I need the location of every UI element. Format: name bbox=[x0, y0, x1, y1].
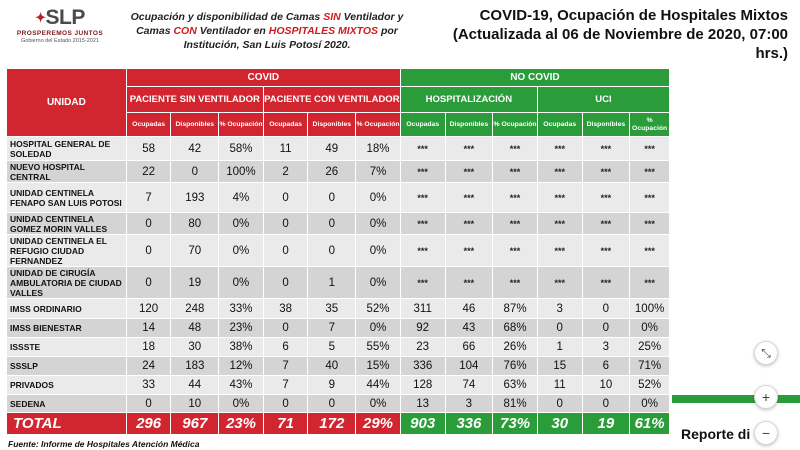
table-cell: *** bbox=[493, 235, 538, 267]
table-cell: 0% bbox=[630, 395, 670, 413]
table-cell: 40 bbox=[308, 357, 356, 376]
table-cell: 23% bbox=[219, 319, 264, 338]
unit-name: UNIDAD DE CIRUGÍA AMBULATORIA DE CIUDAD VALLES bbox=[7, 267, 127, 299]
unit-name: NUEVO HOSPITAL CENTRAL bbox=[7, 161, 127, 183]
col-ocupadas: Ocupadas bbox=[537, 113, 582, 137]
table-cell: *** bbox=[582, 213, 630, 235]
table-cell: 52% bbox=[630, 376, 670, 395]
table-cell: 0 bbox=[126, 213, 171, 235]
unit-name: PRIVADOS bbox=[7, 376, 127, 395]
table-cell: 7 bbox=[308, 319, 356, 338]
table-cell: 87% bbox=[493, 299, 538, 319]
unit-name: SSSLP bbox=[7, 357, 127, 376]
table-cell: 11 bbox=[537, 376, 582, 395]
table-row bbox=[7, 137, 670, 161]
table-cell: *** bbox=[537, 137, 582, 161]
table-cell: 0 bbox=[308, 395, 356, 413]
table-cell: 0 bbox=[126, 395, 171, 413]
col-pct: % Ocupación bbox=[630, 113, 670, 137]
col-pct: % Ocupación bbox=[219, 113, 264, 137]
header-covid: COVID bbox=[126, 69, 400, 87]
title-line1: COVID-19, Ocupación de Hospitales Mixtos bbox=[479, 7, 788, 24]
table-cell: 104 bbox=[445, 357, 493, 376]
subtitle-part: por Institución, San Luis Potosí 2020. bbox=[183, 25, 398, 51]
unit-name: IMSS BIENESTAR bbox=[7, 319, 127, 338]
table-cell: 193 bbox=[171, 183, 219, 213]
unit-name: UNIDAD CENTINELA EL REFUGIO CIUDAD FERNANDEZ bbox=[7, 235, 127, 267]
table-cell: 100% bbox=[219, 161, 264, 183]
table-cell: 13 bbox=[400, 395, 445, 413]
table-cell: 7% bbox=[356, 161, 401, 183]
table-cell: 120 bbox=[126, 299, 171, 319]
table-cell: *** bbox=[582, 267, 630, 299]
table-cell: 0 bbox=[537, 319, 582, 338]
table-cell: 24 bbox=[126, 357, 171, 376]
table-cell: 26% bbox=[493, 338, 538, 357]
table-cell: *** bbox=[630, 235, 670, 267]
table-cell: 15 bbox=[537, 357, 582, 376]
occupancy-table bbox=[6, 68, 670, 435]
subtitle-con: CON bbox=[173, 25, 197, 37]
table-cell: 0% bbox=[356, 213, 401, 235]
table-cell: 76% bbox=[493, 357, 538, 376]
table-cell: 3 bbox=[582, 338, 630, 357]
total-row bbox=[7, 413, 670, 435]
table-cell: *** bbox=[537, 235, 582, 267]
table-row bbox=[7, 213, 670, 235]
table-cell: 7 bbox=[263, 357, 308, 376]
header-unidad: UNIDAD bbox=[7, 69, 127, 137]
table-cell: *** bbox=[400, 183, 445, 213]
total-cell: 296 bbox=[126, 413, 171, 435]
table-cell: 9 bbox=[308, 376, 356, 395]
table-cell: 80 bbox=[171, 213, 219, 235]
header-no-covid: NO COVID bbox=[400, 69, 669, 87]
col-ocupadas: Ocupadas bbox=[400, 113, 445, 137]
table-cell: 0 bbox=[582, 319, 630, 338]
table-cell: 0 bbox=[308, 183, 356, 213]
total-cell: 967 bbox=[171, 413, 219, 435]
table-cell: 7 bbox=[263, 376, 308, 395]
table-cell: *** bbox=[630, 183, 670, 213]
table-row bbox=[7, 161, 670, 183]
table-cell: 0% bbox=[630, 319, 670, 338]
table-cell: 336 bbox=[400, 357, 445, 376]
col-disponibles: Disponibles bbox=[171, 113, 219, 137]
table-cell: 52% bbox=[356, 299, 401, 319]
table-cell: 23 bbox=[400, 338, 445, 357]
table-cell: *** bbox=[445, 183, 493, 213]
header-hospitalizacion: HOSPITALIZACIÓN bbox=[400, 87, 537, 113]
table-cell: 74 bbox=[445, 376, 493, 395]
total-cell: 172 bbox=[308, 413, 356, 435]
table-cell: *** bbox=[630, 161, 670, 183]
total-cell: 29% bbox=[356, 413, 401, 435]
logo-mark bbox=[10, 6, 110, 30]
total-cell: 30 bbox=[537, 413, 582, 435]
table-cell: 18 bbox=[126, 338, 171, 357]
table-cell: 1 bbox=[537, 338, 582, 357]
title-line2: (Actualizada al 06 de Noviembre de 2020, 07:00 hrs.) bbox=[452, 26, 788, 62]
table-cell: 0% bbox=[219, 213, 264, 235]
table-cell: 66 bbox=[445, 338, 493, 357]
table-cell: 35 bbox=[308, 299, 356, 319]
table-cell: 0 bbox=[263, 213, 308, 235]
table-cell: *** bbox=[400, 213, 445, 235]
table-cell: 92 bbox=[400, 319, 445, 338]
table-cell: *** bbox=[582, 235, 630, 267]
table-cell: 3 bbox=[445, 395, 493, 413]
table-cell: *** bbox=[537, 161, 582, 183]
header-uci: UCI bbox=[537, 87, 669, 113]
table-cell: 22 bbox=[126, 161, 171, 183]
table-cell: 30 bbox=[171, 338, 219, 357]
subtitle-part: Ocupación y disponibilidad de Camas bbox=[130, 11, 324, 23]
table-cell: 0% bbox=[356, 395, 401, 413]
total-cell: 903 bbox=[400, 413, 445, 435]
table-cell: 6 bbox=[263, 338, 308, 357]
table-cell: 0 bbox=[171, 161, 219, 183]
table-cell: 18% bbox=[356, 137, 401, 161]
table-cell: 11 bbox=[263, 137, 308, 161]
logo-mark-text: SLP bbox=[45, 6, 85, 29]
table-cell: 48 bbox=[171, 319, 219, 338]
table-cell: 0% bbox=[356, 183, 401, 213]
unit-name: UNIDAD CENTINELA GOMEZ MORIN VALLES bbox=[7, 213, 127, 235]
table-cell: 0 bbox=[263, 319, 308, 338]
table-cell: 44 bbox=[171, 376, 219, 395]
total-label: TOTAL bbox=[7, 413, 127, 435]
table-cell: 128 bbox=[400, 376, 445, 395]
table-row bbox=[7, 357, 670, 376]
table-cell: *** bbox=[630, 137, 670, 161]
table-cell: *** bbox=[537, 267, 582, 299]
table-cell: *** bbox=[445, 267, 493, 299]
table-cell: *** bbox=[400, 137, 445, 161]
table-row bbox=[7, 319, 670, 338]
table-cell: 10 bbox=[171, 395, 219, 413]
subtitle-sin: SIN bbox=[323, 11, 341, 23]
table-body bbox=[7, 137, 670, 413]
table-cell: 311 bbox=[400, 299, 445, 319]
star-icon: ✦ bbox=[35, 10, 46, 25]
unit-name: HOSPITAL GENERAL DE SOLEDAD bbox=[7, 137, 127, 161]
table-cell: 0 bbox=[126, 267, 171, 299]
unit-name: IMSS ORDINARIO bbox=[7, 299, 127, 319]
logo-tagline: PROSPEREMOS JUNTOS bbox=[16, 30, 104, 37]
table-cell: 6 bbox=[582, 357, 630, 376]
table-cell: 44% bbox=[356, 376, 401, 395]
table-cell: 33% bbox=[219, 299, 264, 319]
table-cell: 14 bbox=[126, 319, 171, 338]
table-cell: 0 bbox=[263, 267, 308, 299]
table-cell: 46 bbox=[445, 299, 493, 319]
table-cell: 0 bbox=[582, 395, 630, 413]
footnote: Fuente: Informe de Hospitales Atención Médica bbox=[8, 439, 200, 449]
table-cell: *** bbox=[582, 137, 630, 161]
green-strip bbox=[672, 395, 800, 403]
table-cell: 12% bbox=[219, 357, 264, 376]
table-cell: 15% bbox=[356, 357, 401, 376]
table-cell: *** bbox=[445, 161, 493, 183]
table-cell: *** bbox=[630, 267, 670, 299]
table-cell: *** bbox=[537, 183, 582, 213]
table-cell: 19 bbox=[171, 267, 219, 299]
table-cell: 0 bbox=[582, 299, 630, 319]
table-cell: 38% bbox=[219, 338, 264, 357]
header-sin-ventilador: PACIENTE SIN VENTILADOR bbox=[126, 87, 263, 113]
table-cell: *** bbox=[493, 137, 538, 161]
table-cell: 248 bbox=[171, 299, 219, 319]
table-cell: 43 bbox=[445, 319, 493, 338]
table-cell: *** bbox=[445, 213, 493, 235]
table-cell: 42 bbox=[171, 137, 219, 161]
table-row bbox=[7, 267, 670, 299]
table-cell: 7 bbox=[126, 183, 171, 213]
subtitle bbox=[112, 10, 422, 52]
table-cell: 0% bbox=[356, 267, 401, 299]
col-ocupadas: Ocupadas bbox=[126, 113, 171, 137]
logo-gov: Gobierno del Estado 2015-2021 bbox=[21, 38, 99, 44]
header bbox=[0, 0, 800, 66]
table-cell: 0 bbox=[537, 395, 582, 413]
table-cell: 33 bbox=[126, 376, 171, 395]
right-panel bbox=[672, 66, 800, 450]
table-cell: *** bbox=[582, 183, 630, 213]
table-cell: 0% bbox=[356, 235, 401, 267]
table-cell: 3 bbox=[537, 299, 582, 319]
table-cell: *** bbox=[493, 183, 538, 213]
subtitle-part: Ventilador y Camas bbox=[136, 11, 404, 37]
table-cell: 183 bbox=[171, 357, 219, 376]
total-cell: 336 bbox=[445, 413, 493, 435]
table-cell: 81% bbox=[493, 395, 538, 413]
table-cell: 0 bbox=[263, 183, 308, 213]
table-cell: 58 bbox=[126, 137, 171, 161]
table-cell: 49 bbox=[308, 137, 356, 161]
table-cell: 25% bbox=[630, 338, 670, 357]
table-cell: *** bbox=[400, 235, 445, 267]
table-row bbox=[7, 183, 670, 213]
table-cell: 0 bbox=[263, 395, 308, 413]
table-cell: 0% bbox=[219, 395, 264, 413]
col-pct: % Ocupación bbox=[356, 113, 401, 137]
unit-name: ISSSTE bbox=[7, 338, 127, 357]
table-cell: 0 bbox=[126, 235, 171, 267]
table-cell: 2 bbox=[263, 161, 308, 183]
table-cell: 10 bbox=[582, 376, 630, 395]
table-cell: 71% bbox=[630, 357, 670, 376]
table-row bbox=[7, 299, 670, 319]
zoom-in-button[interactable]: + bbox=[754, 385, 778, 409]
table-cell: *** bbox=[400, 161, 445, 183]
table-cell: 0 bbox=[308, 213, 356, 235]
table-cell: 68% bbox=[493, 319, 538, 338]
table-cell: 1 bbox=[308, 267, 356, 299]
table-cell: 0% bbox=[356, 319, 401, 338]
col-disponibles: Disponibles bbox=[582, 113, 630, 137]
table-row bbox=[7, 376, 670, 395]
table-cell: 4% bbox=[219, 183, 264, 213]
table-cell: 0% bbox=[219, 235, 264, 267]
table-cell: 63% bbox=[493, 376, 538, 395]
table-cell: *** bbox=[537, 213, 582, 235]
table-row bbox=[7, 395, 670, 413]
fit-screen-icon[interactable]: ⤡ bbox=[754, 341, 778, 365]
slp-logo bbox=[10, 6, 110, 62]
zoom-out-button[interactable]: − bbox=[754, 421, 778, 445]
table-row bbox=[7, 338, 670, 357]
table-cell: 55% bbox=[356, 338, 401, 357]
total-cell: 23% bbox=[219, 413, 264, 435]
header-con-ventilador: PACIENTE CON VENTILADOR bbox=[263, 87, 400, 113]
col-pct: % Ocupación bbox=[493, 113, 538, 137]
table-cell: 0 bbox=[263, 235, 308, 267]
table-cell: *** bbox=[582, 161, 630, 183]
total-cell: 61% bbox=[630, 413, 670, 435]
table-cell: 0 bbox=[308, 235, 356, 267]
total-cell: 71 bbox=[263, 413, 308, 435]
table-cell: 58% bbox=[219, 137, 264, 161]
subtitle-part: Ventilador en bbox=[196, 25, 269, 37]
table-cell: 43% bbox=[219, 376, 264, 395]
table-cell: *** bbox=[493, 161, 538, 183]
unit-name: UNIDAD CENTINELA FENAPO SAN LUIS POTOSI bbox=[7, 183, 127, 213]
table-cell: *** bbox=[493, 213, 538, 235]
unit-name: SEDENA bbox=[7, 395, 127, 413]
page-title bbox=[428, 6, 788, 63]
total-cell: 19 bbox=[582, 413, 630, 435]
col-ocupadas: Ocupadas bbox=[263, 113, 308, 137]
table-cell: *** bbox=[630, 213, 670, 235]
subtitle-mixtos: HOSPITALES MIXTOS bbox=[268, 25, 379, 37]
table-cell: *** bbox=[445, 235, 493, 267]
table-row bbox=[7, 235, 670, 267]
table-cell: 5 bbox=[308, 338, 356, 357]
table-cell: 0% bbox=[219, 267, 264, 299]
table-cell: 100% bbox=[630, 299, 670, 319]
table-cell: *** bbox=[400, 267, 445, 299]
table-cell: *** bbox=[493, 267, 538, 299]
col-disponibles: Disponibles bbox=[445, 113, 493, 137]
table-cell: *** bbox=[445, 137, 493, 161]
table-cell: 38 bbox=[263, 299, 308, 319]
table-cell: 70 bbox=[171, 235, 219, 267]
report-label: Reporte di bbox=[681, 426, 751, 442]
table-cell: 26 bbox=[308, 161, 356, 183]
total-cell: 73% bbox=[493, 413, 538, 435]
col-disponibles: Disponibles bbox=[308, 113, 356, 137]
